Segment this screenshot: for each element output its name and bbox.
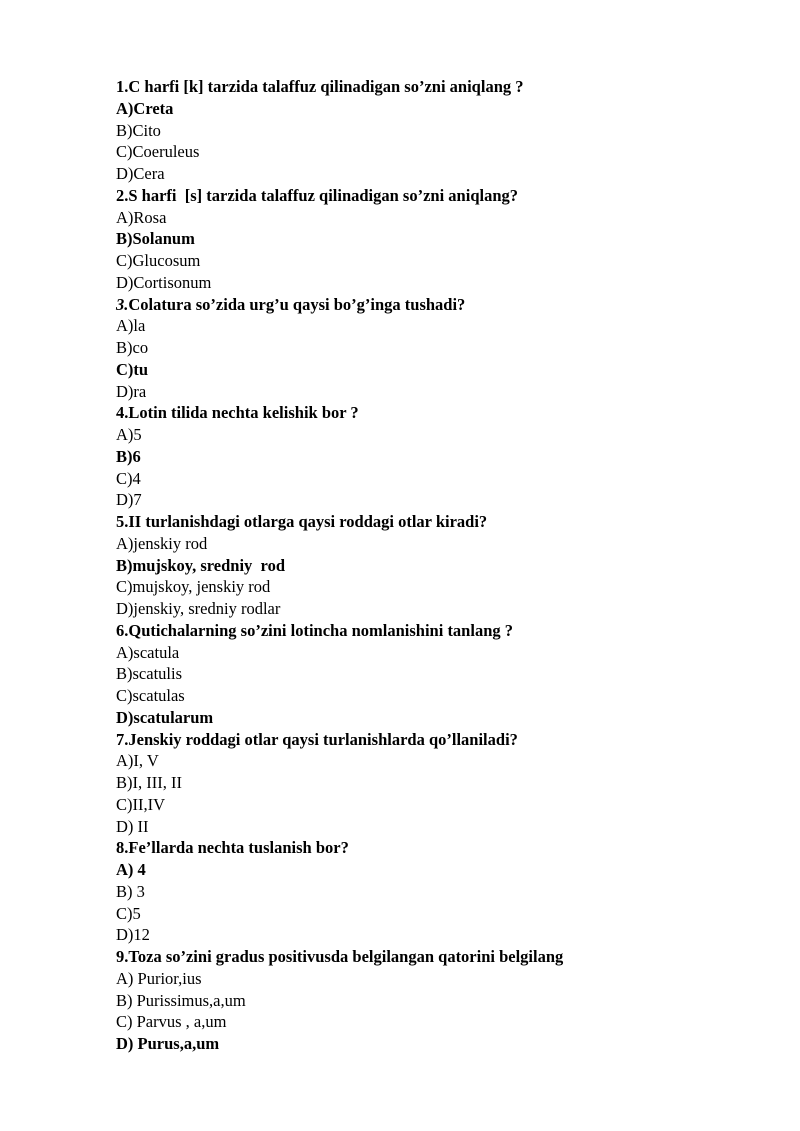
option-7d: D) II bbox=[116, 816, 149, 836]
option-9a: A) Purior,ius bbox=[116, 968, 202, 988]
option-4a: A)5 bbox=[116, 425, 142, 444]
option-2c: C)Glucosum bbox=[116, 251, 201, 270]
question-8: 8.Fe’llarda nechta tuslanish bor? bbox=[116, 838, 349, 858]
option-1d: D)Cera bbox=[116, 164, 165, 183]
option-5c: C)mujskoy, jenskiy rod bbox=[116, 577, 271, 597]
option-3d: D)ra bbox=[116, 381, 147, 401]
question-6: 6.Qutichalarning so’zini lotincha nomlanishini tanlang ? bbox=[116, 620, 513, 640]
option-5d: D)jenskiy, sredniy rodlar bbox=[116, 599, 281, 618]
question-4: 4.Lotin tilida nechta kelishik bor ? bbox=[116, 403, 359, 423]
question-3 bbox=[116, 294, 776, 316]
option-7c: C)II,IV bbox=[116, 794, 166, 814]
question-7: 7.Jenskiy roddagi otlar qaysi turlanishlarda qo’llaniladi? bbox=[116, 729, 518, 749]
option-4b: B)6 bbox=[116, 446, 141, 466]
question-3-text: Colatura so’zida urg’u qaysi bo’g’inga tushadi? bbox=[128, 294, 466, 314]
option-6d: D)scatularum bbox=[116, 707, 214, 727]
option-9d: D) Purus,a,um bbox=[116, 1034, 220, 1053]
question-5: 5.II turlanishdagi otlarga qaysi roddagi otlar kiradi? bbox=[116, 512, 488, 531]
option-3b: B)co bbox=[116, 338, 149, 357]
option-2b: B)Solanum bbox=[116, 229, 195, 249]
option-3a: A)la bbox=[116, 316, 146, 336]
option-7b: B)I, III, II bbox=[116, 773, 182, 792]
option-8a: A) 4 bbox=[116, 860, 146, 879]
option-5a: A)jenskiy rod bbox=[116, 533, 208, 553]
option-6a: A)scatula bbox=[116, 642, 180, 662]
option-9b: B) Purissimus,a,um bbox=[116, 990, 246, 1010]
quiz-document bbox=[116, 76, 776, 1055]
option-4d: D)7 bbox=[116, 490, 142, 510]
option-1b: B)Cito bbox=[116, 120, 161, 140]
option-6b: B)scatulis bbox=[116, 664, 182, 684]
option-9c: C) Parvus , a,um bbox=[116, 1012, 227, 1032]
question-1: 1.C harfi [k] tarzida talaffuz qilinadigan so’zni aniqlang ? bbox=[116, 77, 524, 96]
question-9: 9.Toza so’zini gradus positivusda belgilangan qatorini belgilang bbox=[116, 947, 564, 966]
question-2: 2.S harfi [s] tarzida talaffuz qilinadigan so’zni aniqlang? bbox=[116, 185, 519, 205]
option-1c: C)Coeruleus bbox=[116, 142, 200, 162]
option-8c: C)5 bbox=[116, 903, 141, 923]
option-4c: C)4 bbox=[116, 468, 141, 488]
option-1a: A)Creta bbox=[116, 98, 174, 118]
option-8b: B) 3 bbox=[116, 881, 145, 901]
option-6c: C)scatulas bbox=[116, 686, 185, 705]
option-7a: A)I, V bbox=[116, 751, 159, 771]
option-5b: B)mujskoy, sredniy rod bbox=[116, 555, 286, 575]
option-8d: D)12 bbox=[116, 925, 150, 945]
option-2d: D)Cortisonum bbox=[116, 272, 212, 292]
option-3c: C)tu bbox=[116, 359, 149, 379]
question-3-number: 3. bbox=[116, 294, 129, 314]
option-2a: A)Rosa bbox=[116, 207, 167, 227]
